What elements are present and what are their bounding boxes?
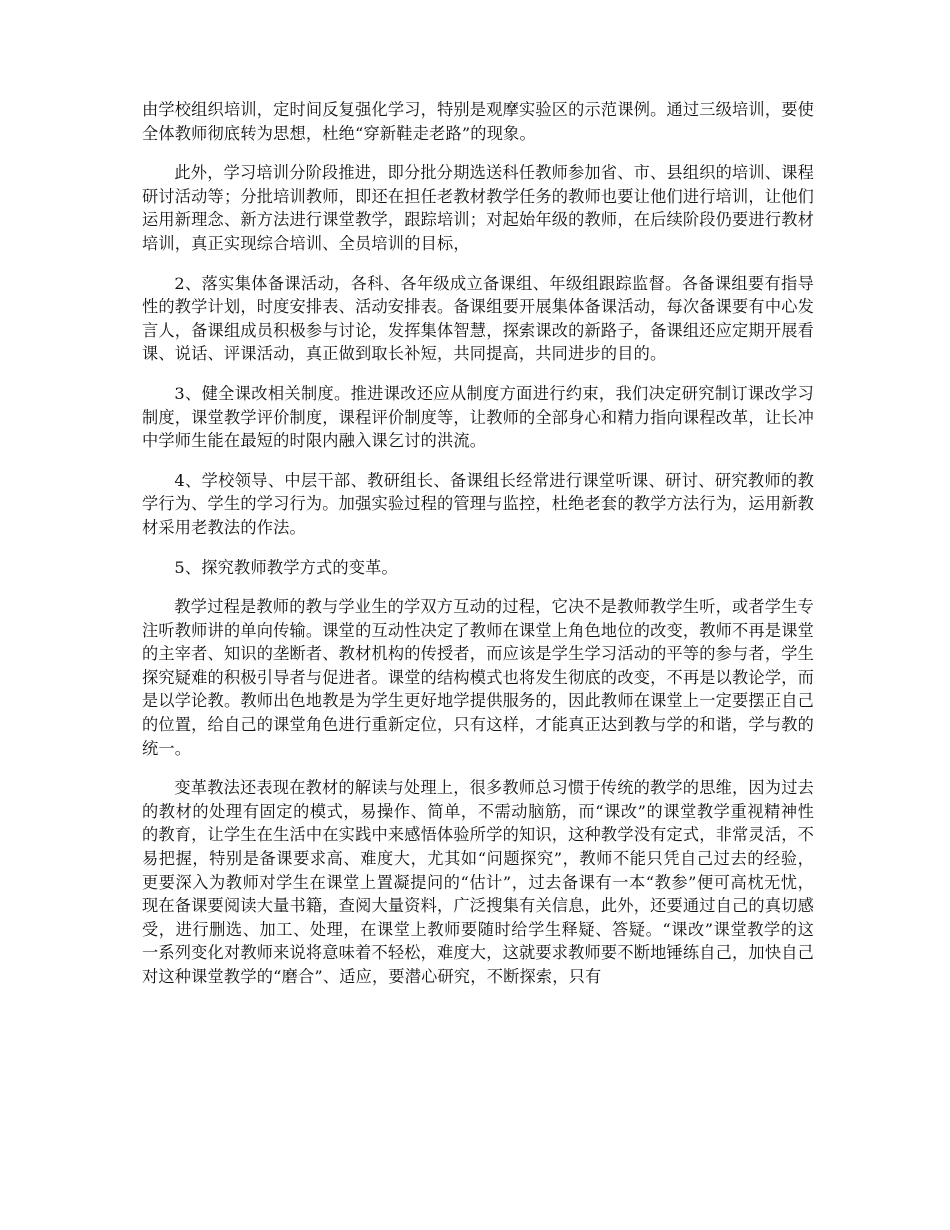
paragraph-7: 教学过程是教师的教与学业生的学双方互动的过程，它决不是教师教学生听，或者学生专注听教师讲的单向传输。课堂的互动性决定了教师在课堂上角色地位的改变，教师不再是课堂的主宰者、知识的垄断者、教材机构的传授者，而应该是学生学习活动的平等的参与者，学生探究疑难的积极引导者与促进者。课堂的结构模式也将发生彻底的改变，不再是以教论学，而是以学论教。教师出色地教是为学生更好地学提供服务的，因此教师在课堂上一定要摆正自己的位置，给自己的课堂角色进行重新定位，只有这样，才能真正达到教与学的和谐，学与教的统一。 bbox=[142, 597, 814, 758]
document-body bbox=[142, 98, 814, 1005]
paragraph-6: 5、探究教师教学方式的变革。 bbox=[174, 557, 398, 577]
paragraph-4: 3、健全课改相关制度。推进课改还应从制度方面进行约束，我们决定研究制订课改学习制度，课堂教学评价制度，课程评价制度等，让教师的全部身心和精力指向课程改革，让长冲中学师生能在最短的时限内融入课乞讨的洪流。 bbox=[142, 383, 814, 451]
paragraph-5: 4、学校领导、中层干部、教研组长、备课组长经常进行课堂听课、研讨、研究教师的教学行为、学生的学习行为。加强实验过程的管理与监控，杜绝老套的教学方法行为，运用新教材采用老教法的作法。 bbox=[142, 470, 814, 537]
paragraph-1: 由学校组织培训，定时间反复强化学习，特别是观摩实验区的示范课例。通过三级培训，要使全体教师彻底转为思想，杜绝“穿新鞋走老路”的现象。 bbox=[142, 100, 814, 143]
paragraph-8: 变革教法还表现在教材的解读与处理上，很多教师总习惯于传统的教学的思维，因为过去的教材的处理有固定的模式，易操作、简单，不需动脑筋，而“课改”的课堂教学重视精神性的教育，让学生在生活中在实践中来感悟体验所学的知识，这种教学没有定式，非常灵活，不易把握，特别是备课要求高、难度大，尤其如“问题探究”，教师不能只凭自己过去的经验，更要深入为教师对学生在课堂上置凝提问的“估计”，过去备课有一本“教参”便可高枕无忧，现在备课要阅读大量书籍，查阅大量资料，广泛搜集有关信息，此外，还要通过自己的真切感受，进行删选、加工、处理，在课堂上教师要随时给学生释疑、答疑。“课改”课堂教学的这一系列变化对教师来说将意味着不轻松，难度大，这就要求教师要不断地锤练自己，加快自己对这种课堂教学的“磨合”、适应，要潜心研究，不断探索，只有 bbox=[142, 778, 814, 986]
paragraph-2: 此外，学习培训分阶段推进，即分批分期选送科任教师参加省、市、县组织的培训、课程研讨活动等；分批培训教师，即还在担任老教材教学任务的教师也要让他们进行培训，让他们运用新理念、新方法进行课堂教学，跟踪培训；对起始年级的教师，在后续阶段仍要进行教材培训，真正实现综合培训、全员培训的目标， bbox=[142, 163, 814, 253]
paragraph-3: 2、落实集体备课活动，各科、各年级成立备课组、年级组跟踪监督。各备课组要有指导性的教学计划，时度安排表、活动安排表。备课组要开展集体备课活动，每次备课要有中心发言人，备课组成员积极参与讨论，发挥集体智慧，探索课改的新路子，备课组还应定期开展看课、说话、评课活动，真正做到取长补短，共同提高，共同进步的目的。 bbox=[142, 273, 814, 364]
